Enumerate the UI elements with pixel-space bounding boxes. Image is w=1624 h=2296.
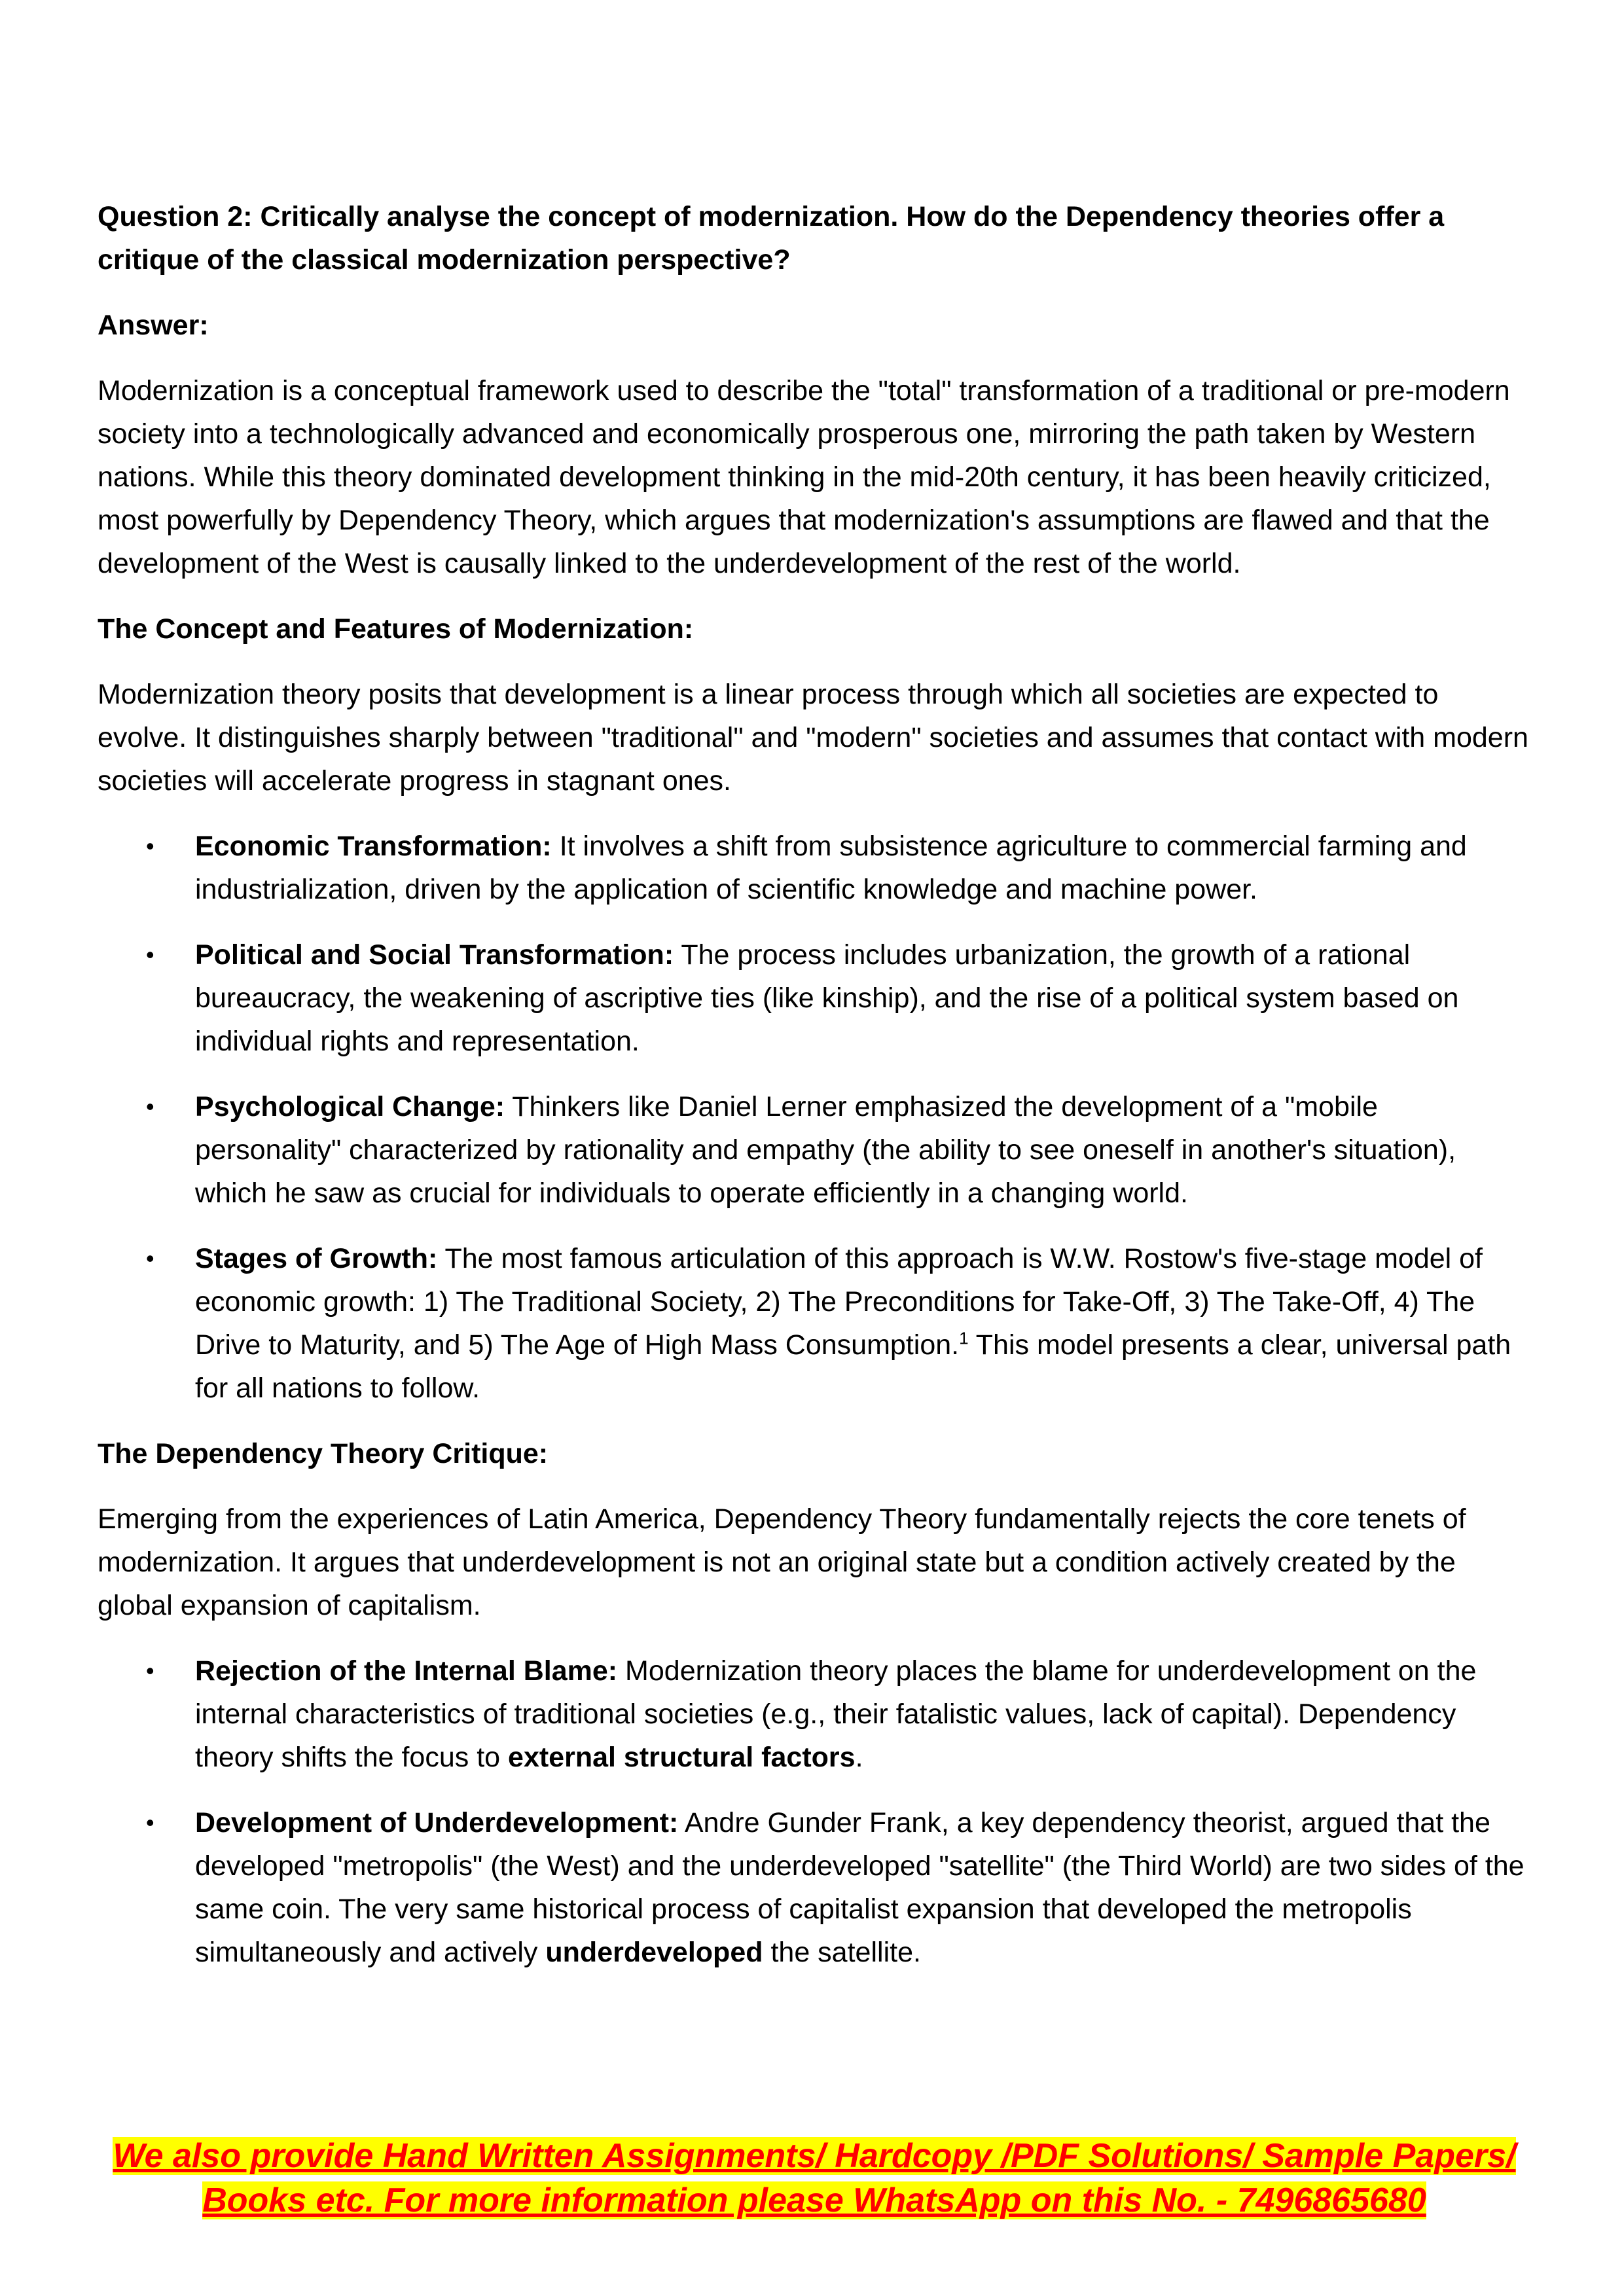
bullet-label: Development of Underdevelopment: xyxy=(195,1807,679,1839)
bullet-emphasis: underdeveloped xyxy=(545,1937,763,1968)
intro-paragraph: Modernization is a conceptual framework used to describe the "total" transformation of a traditional or pre-modern society into a technologically advanced and economically prosperous one, mirroring the path taken by Western nations. While this theory dominated development thinking in the mid-20th century, it has been heavily criticized, most powerfully by Dependency Theory, which argues that modernization's assumptions are flawed and that the development of the West is causally linked to the underdevelopment of the rest of the world. xyxy=(98,375,1510,579)
bullet-list-dependency xyxy=(98,1649,1531,1974)
promo-footer xyxy=(98,2134,1531,2223)
section-heading-dependency: The Dependency Theory Critique: xyxy=(98,1438,549,1469)
question-heading: Question 2: Critically analyse the concept of modernization. How do the Dependency theories offer a critique of the classical modernization perspective? xyxy=(98,201,1445,276)
bullet-text: The most famous articulation of this approach is W.W. Rostow's five-stage model of economic growth: 1) The Traditional Society, 2) The Preconditions for Take-Off, 3) The Take-Off, 4) The Drive to Maturity, and 5) The Age of High Mass Consumption. xyxy=(195,1243,1483,1361)
bullet-icon: • xyxy=(146,1093,154,1120)
section-paragraph-dependency: Emerging from the experiences of Latin America, Dependency Theory fundamentally rejects the core tenets of modernization. It argues that underdevelopment is not an original state but a condition actively created by the global expansion of capitalism. xyxy=(98,1503,1466,1621)
bullet-icon: • xyxy=(146,833,154,859)
bullet-text: The process includes urbanization, the growth of a rational bureaucracy, the weakening of ascriptive ties (like kinship), and the rise of a political system based on individual rights and representation. xyxy=(195,939,1459,1057)
promo-line-1: We also provide Hand Written Assignments/ Hardcopy /PDF Solutions/ Sample Papers/ xyxy=(113,2137,1516,2175)
bullet-text: Andre Gunder Frank, a key dependency theorist, argued that the developed "metropolis" (the West) and the underdeveloped "satellite" (the Third World) are two sides of the same coin. The very same historical process of capitalist expansion that developed the metropolis simultaneously and actively xyxy=(195,1807,1525,1968)
bullet-label: Rejection of the Internal Blame: xyxy=(195,1655,618,1687)
bullet-label: Psychological Change: xyxy=(195,1091,505,1122)
bullet-text: Modernization theory places the blame for underdevelopment on the internal characteristics of traditional societies (e.g., their fatalistic values, lack of capital). Dependency theory shifts the focus to xyxy=(195,1655,1477,1773)
bullet-text-after: the satellite. xyxy=(763,1937,921,1968)
bullet-label: Political and Social Transformation: xyxy=(195,939,674,971)
bullet-icon: • xyxy=(146,1809,154,1836)
bullet-list-modernization xyxy=(98,825,1531,1410)
list-item xyxy=(98,1801,1531,1974)
footnote-marker[interactable]: 1 xyxy=(959,1328,969,1348)
promo-line-2: Books etc. For more information please WhatsApp on this No. - 7496865680 xyxy=(202,2181,1426,2219)
document-body xyxy=(98,195,1531,1996)
list-item xyxy=(98,1649,1531,1779)
list-item xyxy=(98,933,1531,1063)
bullet-text-after: . xyxy=(855,1742,863,1773)
section-paragraph-modernization: Modernization theory posits that development is a linear process through which all societies are expected to evolve. It distinguishes sharply between "traditional" and "modern" societies and assumes that contact with modern societies will accelerate progress in stagnant ones. xyxy=(98,679,1528,797)
bullet-text: It involves a shift from subsistence agriculture to commercial farming and industrialization, driven by the application of scientific knowledge and machine power. xyxy=(195,831,1467,905)
answer-label: Answer: xyxy=(98,310,209,341)
list-item xyxy=(98,1237,1531,1410)
bullet-emphasis: external structural factors xyxy=(508,1742,856,1773)
bullet-icon: • xyxy=(146,941,154,968)
bullet-label: Economic Transformation: xyxy=(195,831,552,862)
list-item xyxy=(98,1085,1531,1215)
list-item xyxy=(98,825,1531,911)
bullet-icon: • xyxy=(146,1657,154,1684)
bullet-text: Thinkers like Daniel Lerner emphasized the development of a "mobile personality" characterized by rationality and empathy (the ability to see oneself in another's situation), which he saw as crucial for individuals to operate efficiently in a changing world. xyxy=(195,1091,1456,1209)
section-heading-modernization: The Concept and Features of Modernization: xyxy=(98,613,694,645)
bullet-text-after: This model presents a clear, universal path for all nations to follow. xyxy=(195,1329,1511,1404)
bullet-label: Stages of Growth: xyxy=(195,1243,438,1274)
bullet-icon: • xyxy=(146,1245,154,1272)
